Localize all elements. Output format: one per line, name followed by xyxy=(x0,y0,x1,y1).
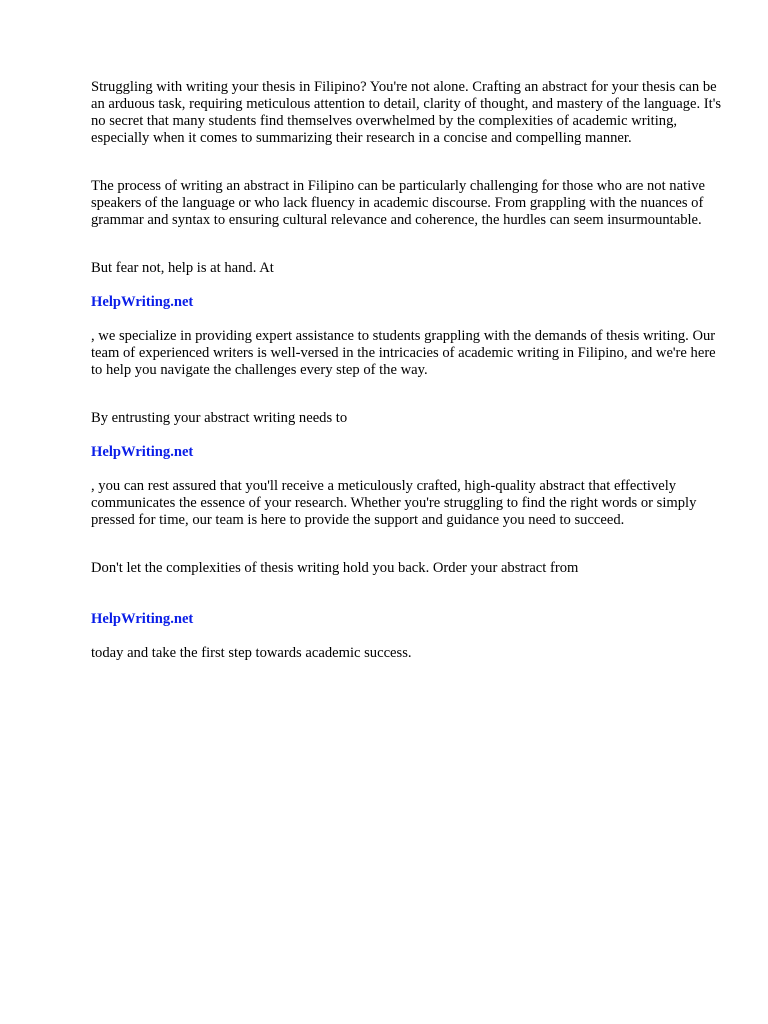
paragraph-order-text-after: today and take the first step towards academic success. xyxy=(91,645,412,661)
paragraph-order xyxy=(91,543,721,662)
paragraph-help xyxy=(91,243,721,379)
paragraph-entrust-text-after: , you can rest assured that you'll receive a meticulously crafted, high-quality abstract that effectively communicates the essence of your research. Whether you're struggling to find the right words or simply pressed for time, our team is here to provide the support and guidance you need to succeed. xyxy=(91,478,697,528)
document-body xyxy=(91,62,721,676)
paragraph-challenge xyxy=(91,161,721,229)
paragraph-entrust-text-before: By entrusting your abstract writing needs to xyxy=(91,410,348,426)
paragraph-intro-text: Struggling with writing your thesis in Filipino? You're not alone. Crafting an abstract for your thesis can be an arduous task, requiring meticulous attention to detail, clarity of thought, and mastery of the language. It's no secret that many students find themselves overwhelmed by the complexities of academic writing, especially when it comes to summarizing their research in a concise and compelling manner. xyxy=(91,79,721,146)
helpwriting-link-1[interactable]: HelpWriting.net xyxy=(91,294,194,310)
paragraph-help-text-after: , we specialize in providing expert assistance to students grappling with the demands of thesis writing. Our team of experienced writers is well-versed in the intricacies of academic writing in Filipino, and we're here to help you navigate the challenges every step of the way. xyxy=(91,328,716,378)
helpwriting-link-2[interactable]: HelpWriting.net xyxy=(91,444,194,460)
paragraph-entrust xyxy=(91,393,721,529)
paragraph-challenge-text: The process of writing an abstract in Filipino can be particularly challenging for those who are not native speakers of the language or who lack fluency in academic discourse. From grappling with the nuances of grammar and syntax to ensuring cultural relevance and coherence, the hurdles can seem insurmountable. xyxy=(91,178,705,228)
paragraph-order-text-before: Don't let the complexities of thesis writing hold you back. Order your abstract from xyxy=(91,560,579,576)
paragraph-help-text-before: But fear not, help is at hand. At xyxy=(91,260,274,276)
paragraph-intro xyxy=(91,62,721,147)
helpwriting-link-3[interactable]: HelpWriting.net xyxy=(91,611,194,627)
